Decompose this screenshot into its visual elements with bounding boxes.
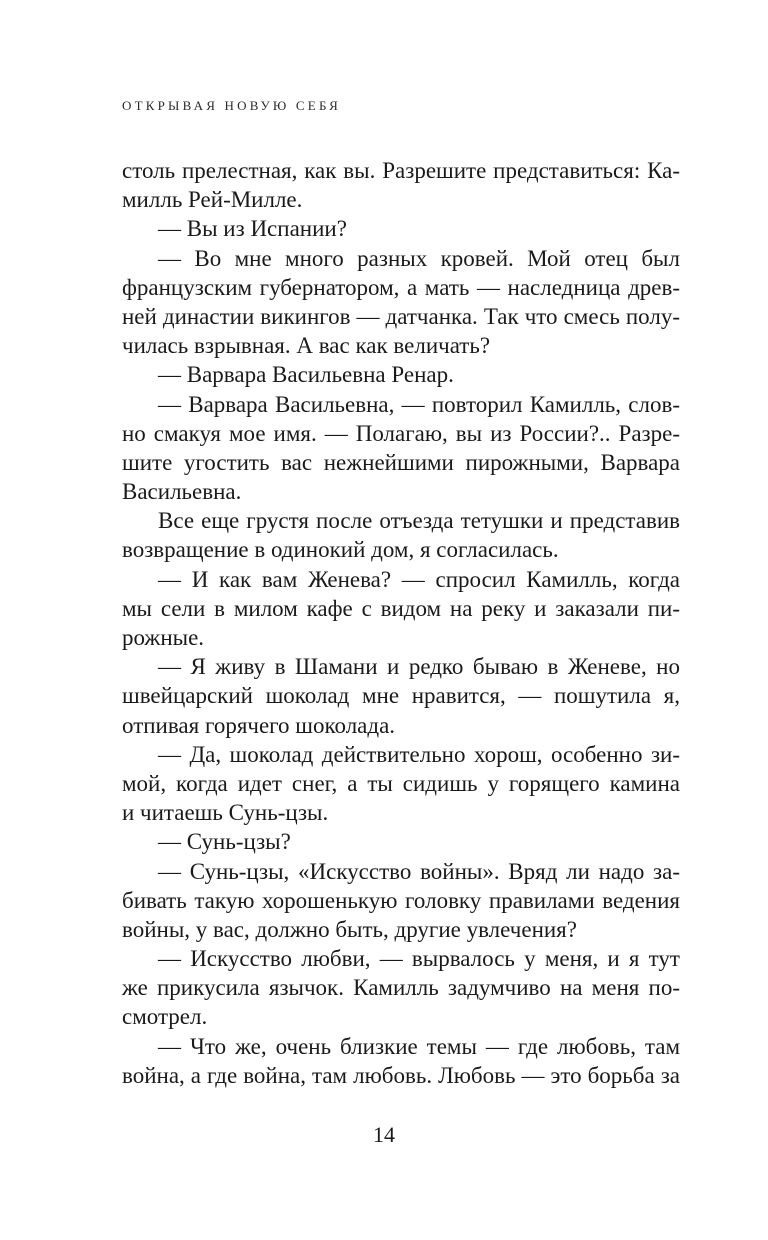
text-line: швейцарский шоколад мне нравится, — пошутила я, (122, 683, 680, 709)
text-line: — Что же, очень близкие темы — где любовь, там (158, 1033, 680, 1059)
text-line: отпивая горячего шоколада. (122, 712, 396, 738)
text-line: и читаешь Сунь-цзы. (122, 800, 329, 826)
text-line: — Вы из Испании? (158, 216, 347, 242)
text-line: — Да, шоколад действительно хорош, особенно зи- (158, 741, 680, 767)
body-text (122, 156, 680, 1090)
text-line: война, а где война, там любовь. Любовь — это борьба за (122, 1062, 680, 1088)
text-line: шите угостить вас нежнейшими пирожными, Варвара (122, 449, 680, 475)
running-head: ОТКРЫВАЯ НОВУЮ СЕБЯ (122, 98, 342, 113)
text-line: милль Рей-Милле. (122, 187, 303, 213)
text-line: же прикусила язычок. Камилль задумчиво на меня по- (122, 975, 680, 1001)
text-line: — Искусство любви, — вырвалось у меня, и я тут (158, 946, 680, 972)
text-line: бивать такую хорошенькую головку правилами ведения (122, 887, 680, 913)
text-line: — Я живу в Шамани и редко бываю в Женеве, но (158, 654, 680, 680)
text-line: рожные. (122, 625, 205, 650)
text-line: Все еще грустя после отъезда тетушки и представив (158, 508, 680, 534)
text-line: мы сели в милом кафе с видом на реку и заказали пи- (122, 595, 680, 621)
text-line: смотрел. (122, 1004, 208, 1030)
text-line: — Варвара Васильевна Ренар. (158, 362, 454, 388)
text-line: — И как вам Женева? — спросил Камилль, когда (158, 566, 680, 592)
text-line: ней династии викингов — датчанка. Так что смесь полу- (122, 303, 680, 329)
text-line: — Сунь-цзы? (158, 829, 291, 855)
page-number: 14 (373, 1122, 395, 1147)
text-line: Васильевна. (122, 479, 242, 505)
text-line: столь прелестная, как вы. Разрешите представиться: Ка- (122, 158, 680, 183)
text-line: французским губернатором, а мать — наследница древ- (122, 274, 680, 300)
text-line: возвращение в одинокий дом, я согласилась. (122, 537, 559, 563)
text-line: — Варвара Васильевна, — повторил Камилль, слов- (158, 391, 680, 417)
text-line: войны, у вас, должно быть, другие увлечения? (122, 916, 577, 942)
text-line: — Сунь-цзы, «Искусство войны». Вряд ли надо за- (158, 858, 680, 884)
text-line: чилась взрывная. А вас как величать? (122, 333, 491, 359)
text-line: но смакуя мое имя. — Полагаю, вы из России?.. Разре- (122, 420, 680, 446)
text-line: — Во мне много разных кровей. Мой отец был (158, 245, 680, 271)
text-line: мой, когда идет снег, а ты сидишь у горящего камина (122, 770, 680, 796)
